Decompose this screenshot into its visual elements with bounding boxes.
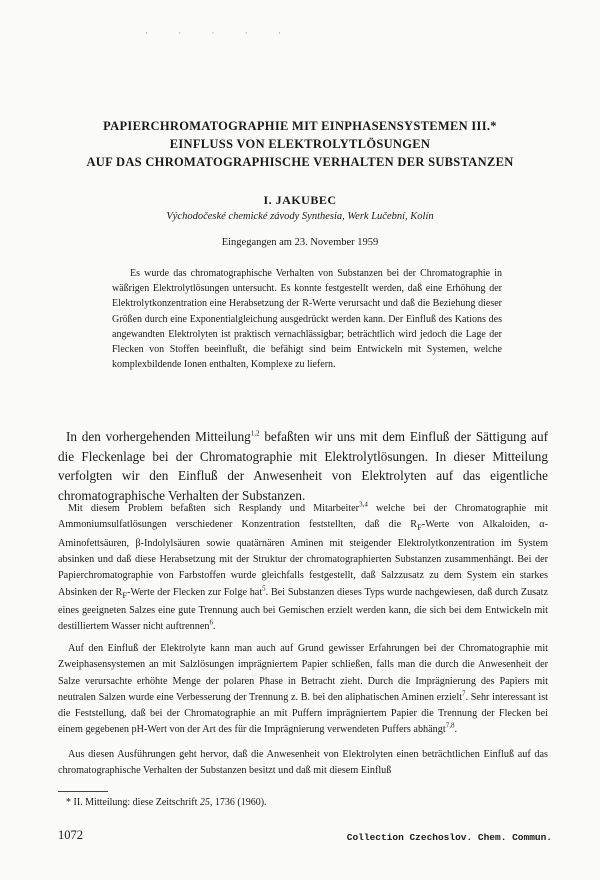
received-date: Eingegangen am 23. November 1959 xyxy=(221,237,379,248)
body-paragraph-2 xyxy=(58,641,548,739)
p1-text-f: . xyxy=(212,621,216,633)
footnote-text-b: 1736 (1960). xyxy=(212,797,267,808)
citation-sup: 7 xyxy=(462,689,466,698)
footnote-volume: 25, xyxy=(199,797,213,808)
citation-sup: 5 xyxy=(262,584,266,593)
citation-sup: 3,4 xyxy=(359,500,368,509)
footnote xyxy=(58,796,548,810)
subscript: F xyxy=(417,522,422,533)
p2-text-c: . xyxy=(454,724,457,736)
author: I. JAKUBEC xyxy=(263,193,337,207)
intro-text-a: In den vorhergehenden Mitteilung xyxy=(66,429,251,444)
abstract: Es wurde das chromatographische Verhalten von Substanzen bei der Chromatographie in wäßrigen Elektrolytlösungen untersucht. Es konnte festgestellt werden, daß eine Erhöhung der Elektrolytkonzentration eine Herabsetzung der R-Werte verursacht und daß die Beziehung dieser Größen durch eine Exponentialgleichung ausgedrückt werden kann. Der Einfluß des Kations des angewandten Elektrolyten ist praktisch vernachlässigbar; beträchtlich wird jedoch die Lage der Flecken von Stoffen beeinflußt, die befähigt sind beim Entwickeln mit Systemen, welche komplexbildende Ionen enthalten, Komplexe zu liefern. xyxy=(112,268,502,371)
p2-text-a: Auf den Einfluß der Elektrolyte kann man auch auf Grund gewisser Erfahrungen bei der Chromatographie mit Zweiphasensystemen an mit Salzlösungen imprägniertem Papier schließen, falls man die durch die Anwesenheit der Salze verursachte erhöhte Menge der polaren Phase in Betracht zieht. Durch die Imprägnierung des Papiers mit neutralen Salzen wurde eine Verbesserung der Trennung z. B. bei den aliphatischen Aminen erzielt xyxy=(58,643,548,703)
affiliation: Východočeské chemické závody Synthesia, Werk Lučební, Kolín xyxy=(166,211,434,222)
p1-text-a: Mit diesem Problem befaßten sich Resplandy und Mitarbeiter xyxy=(68,503,360,514)
p1-text-d: -Werte der Flecken zur Folge hat xyxy=(127,586,263,598)
p1-text-c: -Werte von Alkaloiden, α-Aminofettsäuren, β-Indolylsäuren sowie quatärnären Aminen mit steigender Elektrolytkonzentration im System absinken und daß diese Herabsetzung mit der Struktur der chromatographierten Substanzen zusammenhängt. Bei der Papierchromatographie von Farbstoffen wurde gleichfalls festgestellt, daß Salzzusatz zu dem System ein starkes Absinken der R xyxy=(58,519,548,598)
footnote-rule xyxy=(58,791,108,792)
body-paragraph-3: Aus diesen Ausführungen geht hervor, daß die Anwesenheit von Elektrolyten einen beträchtlichen Einfluß auf das chromatographische Verhalten der Substanzen besitzt und daß mit diesem Einfluß xyxy=(58,749,548,777)
scan-specks: · · · · · xyxy=(145,28,295,38)
title-line-2: EINFLUSS VON ELEKTROLYTLÖSUNGEN xyxy=(169,137,431,151)
citation-sup: 6 xyxy=(209,618,213,627)
p1-text-b: welche bei der Chromatographie mit Ammoniumsulfatlösungen verschiedener Konzentration feststellten, daß die R xyxy=(58,503,548,531)
citation-sup: 7,8 xyxy=(445,722,455,731)
journal-name: Collection Czechoslov. Chem. Commun. xyxy=(346,832,552,843)
footnote-text-a: * II. Mitteilung: diese Zeitschrift xyxy=(66,797,200,808)
p1-text-e: . Bei Substanzen dieses Typs wurde nachgewiesen, daß durch Zusatz eines geeigneten Salzes eine gute Trennung auch bei Gemischen erzielt werden kann, die sich bei dem Entwickeln mit destilliertem Wasser nicht auftrennen xyxy=(58,586,549,633)
page-number: 1072 xyxy=(58,828,83,842)
body-paragraph-1 xyxy=(58,501,548,635)
citation-sup: 1,2 xyxy=(250,429,260,438)
p2-text-b: . Sehr interessant ist die Feststellung, daß bei der Chromatographie an mit Puffern imprägniertem Papier die Trennung der Flecken bei einem gegebenen pH-Wert von der Art des für die Imprägnierung verwendeten Puffers abhängt xyxy=(58,691,548,736)
intro-text-b: befaßten wir uns mit dem Einfluß der Sättigung auf die Fleckenlage bei der Chromatographie mit Elektrolytlösungen. In dieser Mitteilung verfolgten wir den Einfluß der Anwesenheit von Elektrolyten auf das eigentliche chromatographische Verhalten der Substanzen. xyxy=(58,429,548,503)
intro-paragraph xyxy=(58,427,548,505)
title-line-1: PAPIERCHROMATOGRAPHIE MIT EINPHASENSYSTEMEN III.* xyxy=(103,119,497,133)
title-line-3: AUF DAS CHROMATOGRAPHISCHE VERHALTEN DER SUBSTANZEN xyxy=(86,155,514,169)
subscript: F xyxy=(122,589,128,600)
